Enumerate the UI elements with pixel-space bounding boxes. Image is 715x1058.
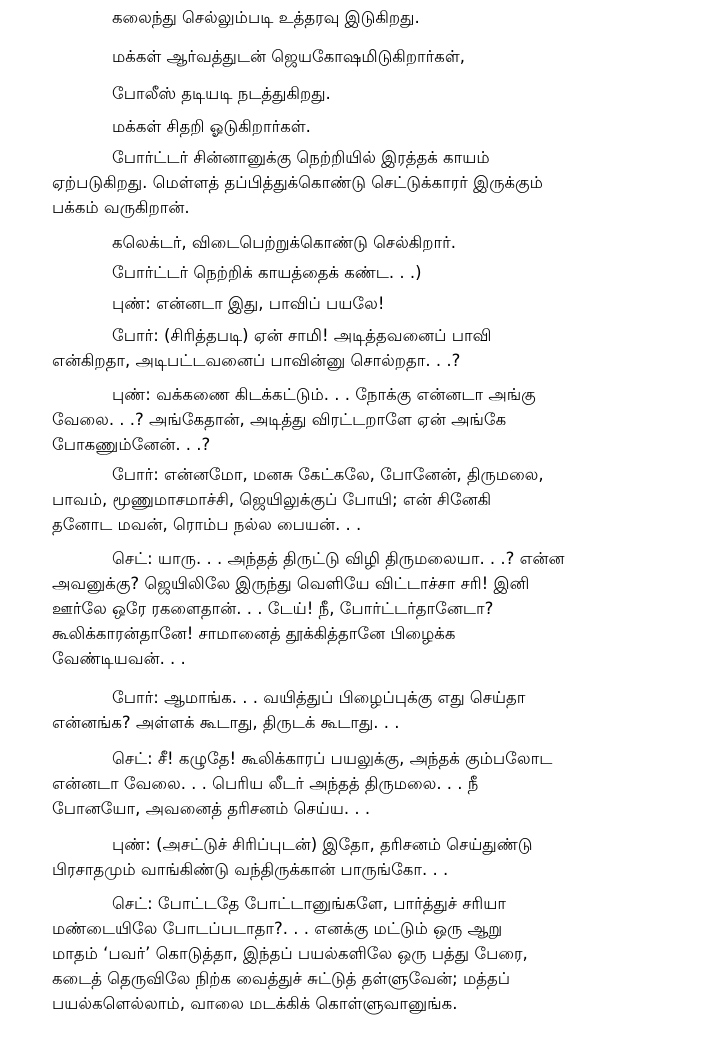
text-line: பிரசாதமும் வாங்கிண்டு வந்திருக்கான் பாருங்கோ. . . — [52, 860, 449, 879]
text-line: மக்கள் சிதறி ஓடுகிறார்கள். — [112, 117, 311, 136]
text-line: என்னங்க? அள்ளக் கூடாது, திருடக் கூடாது. . . — [52, 713, 400, 732]
paragraph-collector-leaves — [52, 230, 667, 255]
text-line: பயல்களெல்லாம், வாலை மடக்கிக் கொள்ளுவானுங்க. — [52, 994, 458, 1013]
text-line: கடைத் தெருவிலே நிற்க வைத்துச் சுட்டுத் தள்ளுவேன்; மத்தப் — [52, 969, 511, 988]
paragraph-collector-order — [52, 5, 667, 30]
text-line: பாவம், மூணுமாசமாச்சி, ஜெயிலுக்குப் போயி; என் சினேகி — [52, 490, 492, 509]
paragraph-dialogue-pun-2 — [52, 382, 667, 457]
text-line: போனயோ, அவனைத் தரிசனம் செய்ய. . . — [52, 799, 371, 818]
text-line: செட்: யாரு. . . அந்தத் திருட்டு விழி திருமலையா. . .? என்ன — [112, 549, 565, 568]
text-line: பக்கம் வருகிறான். — [52, 198, 190, 217]
text-line: தனோட மவன், ரொம்ப நல்ல பையன். . . — [52, 515, 362, 534]
text-line: கலைந்து செல்லும்படி உத்தரவு இடுகிறது. — [112, 8, 420, 27]
text-line: புண்: என்னடா இது, பாவிப் பயலே! — [112, 294, 385, 313]
text-line: செட்: சீ! கழுதே! கூலிக்காரப் பயலுக்கு, அந்தக் கும்பலோட — [112, 749, 553, 768]
text-line: அவனுக்கு? ஜெயிலிலே இருந்து வெளியே விட்டாச்சா சரி! இனி — [52, 574, 530, 593]
paragraph-dialogue-set-1 — [52, 546, 667, 671]
text-line: புண்: வக்கணை கிடக்கட்டும். . . நோக்கு என்னடா அங்கு — [112, 385, 536, 404]
text-line: என்னடா வேலை. . . பெரிய லீடர் அந்தத் திருமலை. . . நீ — [52, 774, 479, 793]
paragraph-dialogue-set-2 — [52, 746, 667, 821]
paragraph-crowd-cheer — [52, 44, 667, 69]
text-line: செட்: போட்டதே போட்டானுங்களே, பார்த்துச் சரியா — [112, 894, 506, 913]
paragraph-crowd-scatter — [52, 114, 667, 139]
paragraph-stage-direction — [52, 260, 667, 285]
text-line: போர்ட்டர் சின்னானுக்கு நெற்றியில் இரத்தக் காயம் — [112, 148, 490, 167]
text-line: போர்: என்னமோ, மனசு கேட்கலே, போனேன், திருமலை, — [112, 465, 544, 484]
paragraph-dialogue-set-3 — [52, 891, 667, 1016]
paragraph-dialogue-pun-1 — [52, 291, 667, 316]
text-line: வேண்டியவன். . . — [52, 649, 186, 668]
text-line: கலெக்டர், விடைபெற்றுக்கொண்டு செல்கிறார். — [112, 233, 457, 252]
text-line: புண்: (அசட்டுச் சிரிப்புடன்) இதோ, தரிசனம் செய்துண்டு — [112, 835, 533, 854]
text-line: கூலிக்காரன்தானே! சாமானைத் தூக்கித்தானே பிழைக்க — [52, 624, 456, 643]
paragraph-dialogue-por-3 — [52, 685, 667, 735]
text-line: என்கிறதா, அடிபட்டவனைப் பாவின்னு சொல்றதா. . .? — [52, 351, 461, 370]
paragraph-police-charge — [52, 81, 667, 106]
text-line: போர்: (சிரித்தபடி) ஏன் சாமி! அடித்தவனைப் பாவி — [112, 326, 492, 345]
text-line: ஏற்படுகிறது. மெள்ளத் தப்பித்துக்கொண்டு செட்டுக்காரர் இருக்கும் — [52, 173, 543, 192]
text-line: போகணும்னேன். . .? — [52, 435, 211, 454]
text-line: வேலை. . .? அங்கேதான், அடித்து விரட்டறாளே ஏன் அங்கே — [52, 410, 507, 429]
paragraph-dialogue-por-1 — [52, 323, 667, 373]
text-line: மண்டையிலே போடப்படாதா?. . . எனக்கு மட்டும் ஒரு ஆறு — [52, 919, 503, 938]
paragraph-porter-injury — [52, 145, 667, 220]
text-line: மக்கள் ஆர்வத்துடன் ஜெயகோஷமிடுகிறார்கள், — [112, 47, 465, 66]
text-line: மாதம் ‘பவர்’ கொடுத்தா, இந்தப் பயல்களிலே ஒரு பத்து பேரை, — [52, 944, 528, 963]
paragraph-dialogue-por-2 — [52, 462, 667, 537]
paragraph-dialogue-pun-3 — [52, 832, 667, 882]
text-line: போலீஸ் தடியடி நடத்துகிறது. — [112, 84, 331, 103]
text-line: போர்: ஆமாங்க. . . வயித்துப் பிழைப்புக்கு எது செய்தா — [112, 688, 526, 707]
text-line: போர்ட்டர் நெற்றிக் காயத்தைக் கண்ட. . .) — [112, 263, 422, 282]
text-line: ஊர்லே ஒரே ரகளைதான். . . டேய்! நீ, போர்ட்டர்தானேடா? — [52, 599, 494, 618]
